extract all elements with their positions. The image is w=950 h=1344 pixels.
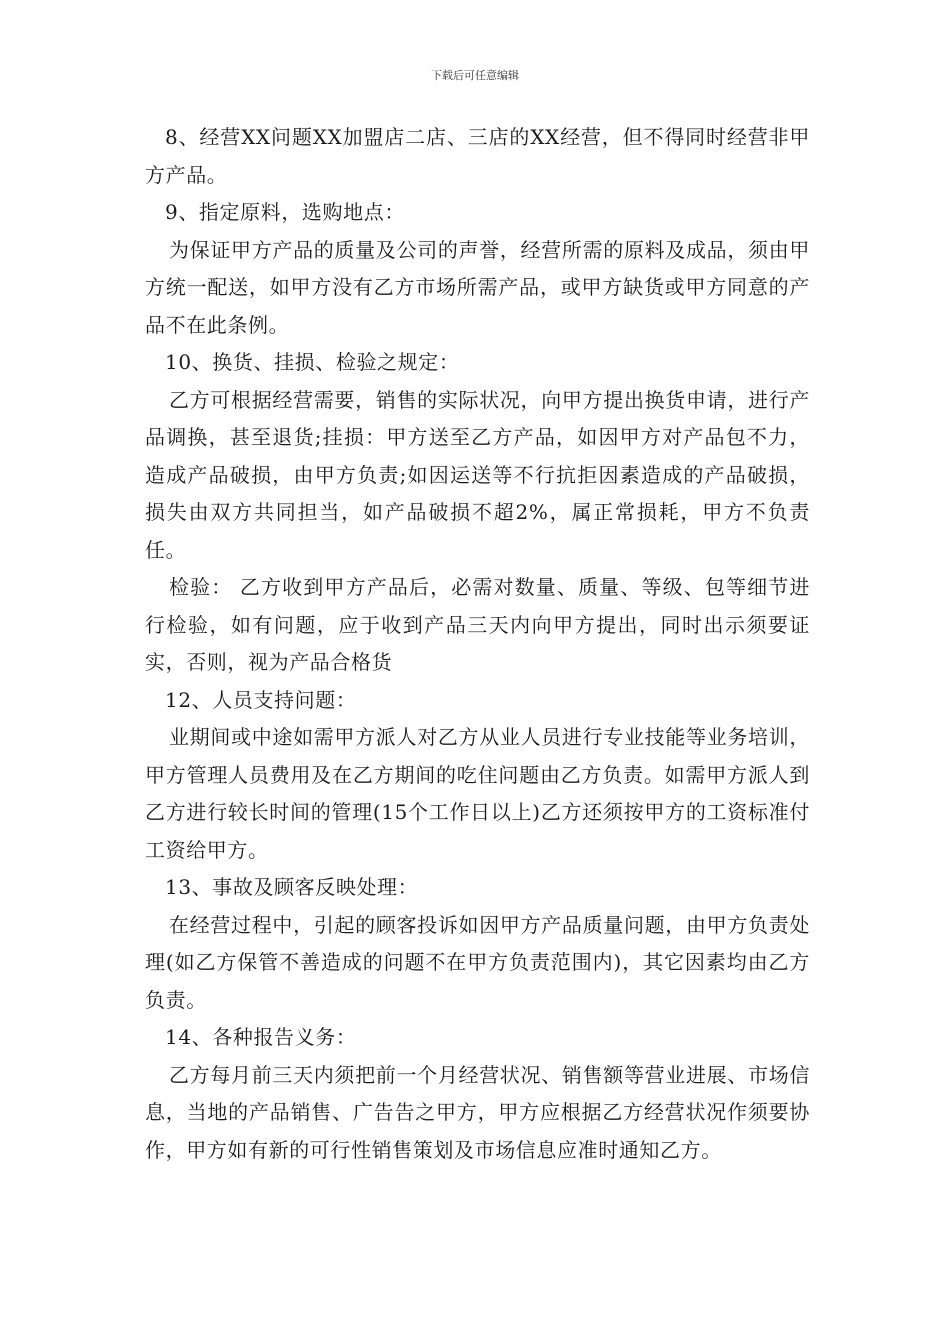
clause-14-body: 乙方每月前三天内须把前一个月经营状况、销售额等营业进展、市场信息，当地的产品销售、广告告之甲方，甲方应根据乙方经营状况作须要协作，甲方如有新的可行性销售策划及市场信息应准时通知乙方。 xyxy=(145,1062,810,1162)
document-body xyxy=(145,119,810,1169)
clause-8: 8、经营XX问题XX加盟店二店、三店的XX经营，但不得同时经营非甲方产品。 xyxy=(145,125,810,187)
clause-12-body: 业期间或中途如需甲方派人对乙方从业人员进行专业技能等业务培训，甲方管理人员费用及在乙方期间的吃住问题由乙方负责。如需甲方派人到乙方进行较长时间的管理(15个工作日以上)乙方还须按甲方的工资标准付工资给甲方。 xyxy=(145,725,810,862)
clause-13-heading: 13、事故及顾客反映处理： xyxy=(165,875,419,899)
clause-9-body: 为保证甲方产品的质量及公司的声誉，经营所需的原料及成品，须由甲方统一配送，如甲方没有乙方市场所需产品，或甲方缺货或甲方同意的产品不在此条例。 xyxy=(145,237,810,337)
clause-12-heading: 12、人员支持问题： xyxy=(165,687,357,712)
clause-10-body: 乙方可根据经营需要，销售的实际状况，向甲方提出换货申请，进行产品调换，甚至退货;挂损：甲方送至乙方产品，如因甲方对产品包不力，造成产品破损，由甲方负责;如因运送等不行抗拒因素造成的产品破损，损失由双方共同担当，如产品破损不超2%，属正常损耗，甲方不负责任。 xyxy=(145,387,810,562)
clause-9-heading: 9、指定原料，选购地点： xyxy=(165,200,405,224)
clause-14-heading: 14、各种报告义务： xyxy=(165,1025,357,1049)
page-header: 下载后可任意编辑 xyxy=(431,69,519,82)
clause-13-body: 在经营过程中，引起的顾客投诉如因甲方产品质量问题，由甲方负责处理(如乙方保管不善造成的问题不在甲方负责范围内)，其它因素均由乙方负责。 xyxy=(145,912,810,1012)
clause-10-heading: 10、换货、挂损、检验之规定： xyxy=(165,350,460,374)
clause-10-inspection: 检验： 乙方收到甲方产品后，必需对数量、质量、等级、包等细节进行检验，如有问题，应于收到产品三天内向甲方提出，同时出示须要证实，否则，视为产品合格货 xyxy=(145,575,810,674)
